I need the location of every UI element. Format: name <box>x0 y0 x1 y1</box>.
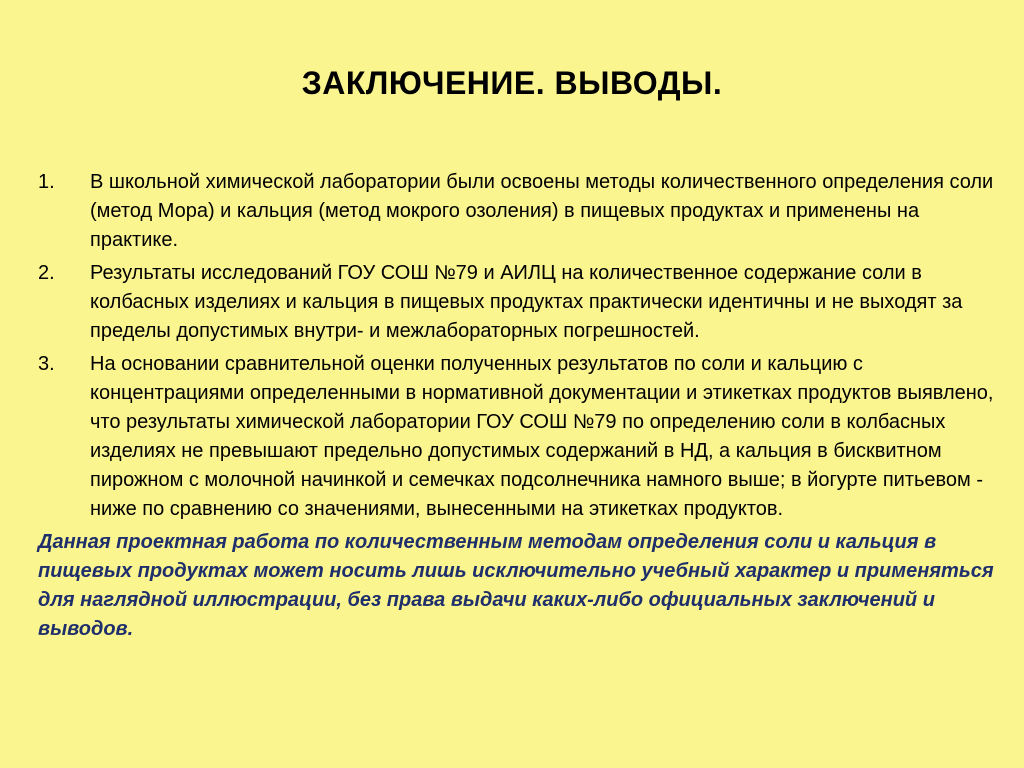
conclusion-number: 1. <box>38 171 55 193</box>
conclusion-text: В школьной химической лаборатории были освоены методы количественного определения соли (метод Мора) и кальция (метод мокрого озоления) в пищевых продуктах и применены на практике. <box>90 171 994 251</box>
disclaimer-note: Данная проектная работа по количественным методам определения соли и кальция в пищевых продуктах может носить лишь исключительно учебный характер и применяться для наглядной иллюстрации, без права выдачи каких-либо официальных заключений и выводов. <box>38 531 994 640</box>
conclusion-number: 2. <box>38 262 55 284</box>
conclusion-number: 3. <box>38 353 55 375</box>
conclusions-list <box>38 168 998 524</box>
conclusion-item-3 <box>38 350 998 524</box>
slide-title: ЗАКЛЮЧЕНИЕ. ВЫВОДЫ. <box>301 65 723 101</box>
conclusion-text: Результаты исследований ГОУ СОШ №79 и АИЛЦ на количественное содержание соли в колбасных изделиях и кальция в пищевых продуктах практически идентичны и не выходят за пределы допустимых внутри- и межлабораторных погрешностей. <box>90 262 963 342</box>
slide-content <box>38 168 998 664</box>
conclusion-text: На основании сравнительной оценки полученных результатов по соли и кальцию с концентрациями определенными в нормативной документации и этикетках продуктов выявлено, что результаты химической лаборатории ГОУ СОШ №79 по определению соли в колбасных изделиях не превышают предельно допустимых содержаний в НД, а кальция в бисквитном пирожном с молочной начинкой и семечках подсолнечника намного выше; в йогурте питьевом - ниже по сравнению со значениями, вынесенными на этикетках продуктов. <box>90 353 994 520</box>
conclusion-item-1 <box>38 168 998 255</box>
conclusion-item-2 <box>38 259 998 346</box>
